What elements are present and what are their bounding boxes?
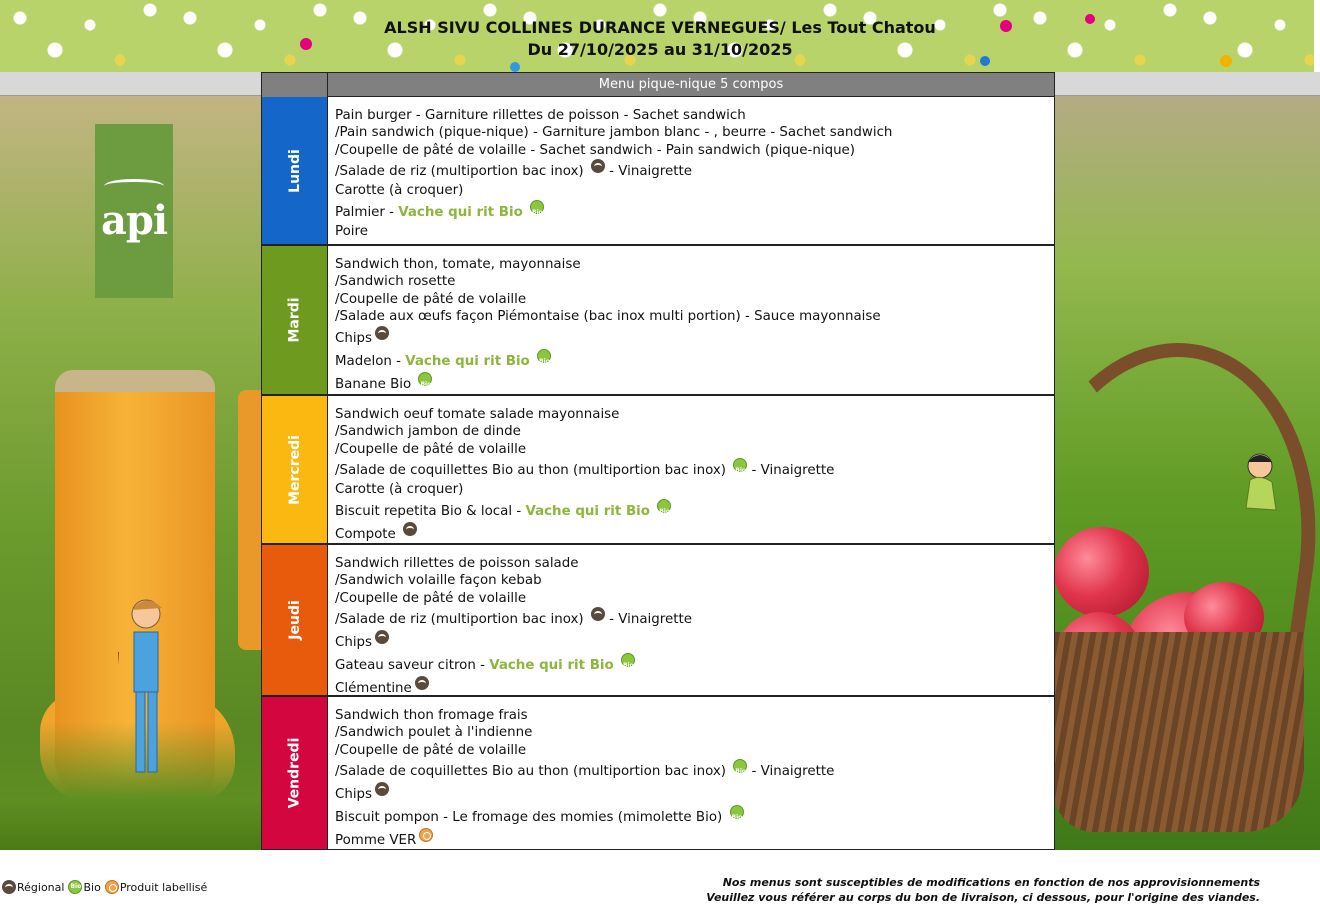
menu-text: /Sandwich jambon de dinde <box>335 424 521 440</box>
regional-icon <box>375 326 389 340</box>
menu-text: Pain burger - Garniture rillettes de poisson - Sachet sandwich <box>335 108 746 123</box>
day-label <box>262 697 328 849</box>
menu-text: Chips <box>335 787 373 803</box>
bio-icon <box>530 200 544 214</box>
menu-item <box>335 828 1048 851</box>
bio-icon <box>68 880 82 894</box>
menu-text: Chips <box>335 635 373 651</box>
menu-item <box>335 182 1048 199</box>
menu-item <box>335 607 1048 630</box>
day-items <box>335 406 1048 545</box>
day-name: Vendredi <box>286 737 303 809</box>
menu-text: /Sandwich rosette <box>335 274 456 290</box>
menu-item <box>335 555 1048 572</box>
menu-text: Pomme VER <box>335 833 417 849</box>
menu-item <box>335 107 1048 124</box>
menu-item <box>335 590 1048 607</box>
bio-icon <box>733 458 747 472</box>
menu-text: /Pain sandwich (pique-nique) - Garniture jambon blanc - , beurre - Sachet sandwich <box>335 125 893 141</box>
right-header-strip <box>1054 72 1320 96</box>
menu-item <box>335 372 1048 395</box>
left-header-strip <box>0 72 261 96</box>
disclaimer-line-1: Nos menus sont susceptibles de modifications en fonction de nos approvisionnements <box>722 876 1260 889</box>
menu-item <box>335 782 1048 805</box>
menu-text: Chips <box>335 330 373 346</box>
menu-text: /Sandwich poulet à l'indienne <box>335 725 533 741</box>
menu-text <box>530 354 534 369</box>
day-label <box>262 246 328 394</box>
menu-item <box>335 676 1048 699</box>
decor-dot <box>510 62 520 72</box>
legend <box>2 880 211 894</box>
disclaimer <box>560 875 1260 905</box>
menu-text: Clémentine <box>335 681 412 697</box>
legend-labellise <box>105 880 207 894</box>
menu-text: /Coupelle de pâté de volaille <box>335 742 527 758</box>
menu-item <box>335 724 1048 741</box>
menu-item <box>335 142 1048 159</box>
legend-bio <box>68 880 100 894</box>
bio-icon <box>621 653 635 667</box>
bio-icon <box>418 372 432 386</box>
bio-icon <box>733 759 747 773</box>
menu-text: - Vinaigrette <box>747 764 835 780</box>
menu-text: Carotte (à croquer) <box>335 482 464 498</box>
day-row-mardi <box>262 246 1054 396</box>
right-photo-panel <box>1054 72 1320 850</box>
regional-icon <box>591 159 605 173</box>
menu-text: /Salade de coquillettes Bio au thon (multiportion bac inox) <box>335 764 731 780</box>
menu-table <box>261 72 1055 850</box>
menu-text: Compote <box>335 526 401 542</box>
label-icon <box>419 828 433 842</box>
menu-item <box>335 406 1048 423</box>
menu-text <box>650 504 654 519</box>
menu-item <box>335 291 1048 308</box>
menu-item <box>335 630 1048 653</box>
menu-item <box>335 326 1048 349</box>
day-items <box>335 107 1048 240</box>
day-row-vendredi <box>262 697 1054 849</box>
menu-item <box>335 522 1048 545</box>
menu-item <box>335 349 1048 372</box>
menu-item <box>335 124 1048 141</box>
regional-icon <box>375 782 389 796</box>
regional-icon <box>591 607 605 621</box>
day-items <box>335 256 1048 395</box>
day-label <box>262 545 328 695</box>
day-row-jeudi <box>262 545 1054 697</box>
boot-image <box>55 370 215 392</box>
menu-text: /Coupelle de pâté de volaille - Sachet sandwich - Pain sandwich (pique-nique) <box>335 142 856 158</box>
legend-bio-label: Bio <box>83 880 101 894</box>
bio-icon <box>657 499 671 513</box>
day-name: Jeudi <box>286 600 303 640</box>
menu-text: /Coupelle de pâté de volaille <box>335 291 527 307</box>
menu-item <box>335 805 1048 828</box>
label-icon <box>105 880 119 894</box>
menu-header-row <box>262 73 1054 97</box>
legend-labellise-label: Produit labellisé <box>119 880 208 894</box>
day-name: Mardi <box>286 297 303 343</box>
menu-text: Sandwich thon fromage frais <box>335 708 528 723</box>
highlighted-product: Vache qui rit Bio <box>405 353 530 369</box>
menu-item <box>335 308 1048 325</box>
gardener-illustration <box>118 592 178 792</box>
highlighted-product: Vache qui rit Bio <box>489 658 614 674</box>
menu-text: Sandwich oeuf tomate salade mayonnaise <box>335 407 620 422</box>
menu-text: Banane Bio <box>335 376 416 392</box>
menu-item <box>335 759 1048 782</box>
menu-text <box>523 205 527 220</box>
menu-text: Madelon - <box>335 353 406 369</box>
basket-image <box>1054 632 1304 832</box>
menu-text: - Vinaigrette <box>604 164 692 180</box>
day-items <box>335 555 1048 699</box>
menu-item <box>335 458 1048 481</box>
menu-item <box>335 481 1048 498</box>
menu-text: Biscuit repetita Bio & local - <box>335 503 526 519</box>
regional-icon <box>415 676 429 690</box>
disclaimer-line-2: Veuillez vous référer au corps du bon de livraison, ci dessous, pour l'origine des viandes. <box>706 891 1260 904</box>
highlighted-product: Vache qui rit Bio <box>525 503 650 519</box>
menu-header-corner <box>262 73 328 97</box>
regional-icon <box>2 880 16 894</box>
menu-text: Palmier - <box>335 204 399 220</box>
day-label <box>262 97 328 244</box>
date-range: Du 27/10/2025 au 31/10/2025 <box>527 40 793 59</box>
regional-icon <box>375 630 389 644</box>
menu-text: /Salade de coquillettes Bio au thon (multiportion bac inox) <box>335 463 731 479</box>
api-logo <box>95 124 173 298</box>
day-items <box>335 707 1048 851</box>
climbing-child-illustration <box>1236 450 1284 522</box>
day-name: Lundi <box>286 148 303 193</box>
legend-regional <box>2 880 64 894</box>
menu-text: - Vinaigrette <box>747 463 835 479</box>
menu-text: Carotte (à croquer) <box>335 183 464 199</box>
day-name: Mercredi <box>286 434 303 505</box>
menu-item <box>335 572 1048 589</box>
page-title: ALSH SIVU COLLINES DURANCE VERNEGUES/ Les Tout Chatou <box>384 18 936 37</box>
menu-text: /Salade de riz (multiportion bac inox) <box>335 612 588 628</box>
highlighted-product: Vache qui rit Bio <box>398 204 523 220</box>
menu-text: /Salade de riz (multiportion bac inox) <box>335 164 588 180</box>
menu-item <box>335 256 1048 273</box>
regional-icon <box>403 522 417 536</box>
menu-text: Sandwich rillettes de poisson salade <box>335 556 579 571</box>
menu-item <box>335 223 1048 240</box>
day-row-mercredi <box>262 396 1054 545</box>
menu-text: Gateau saveur citron - <box>335 658 490 674</box>
boot-image <box>238 390 261 650</box>
menu-item <box>335 159 1048 182</box>
day-label <box>262 396 328 543</box>
menu-item <box>335 441 1048 458</box>
menu-item <box>335 499 1048 522</box>
menu-item <box>335 200 1048 223</box>
bio-icon <box>537 349 551 363</box>
menu-title: Menu pique-nique 5 compos <box>598 77 784 92</box>
logo-swoosh <box>104 179 164 193</box>
menu-text: /Sandwich volaille façon kebab <box>335 573 542 589</box>
day-row-lundi <box>262 97 1054 246</box>
menu-text: Biscuit pompon - Le fromage des momies (mimolette Bio) <box>335 810 727 826</box>
menu-text: /Coupelle de pâté de volaille <box>335 441 527 457</box>
menu-item <box>335 707 1048 724</box>
menu-item <box>335 653 1048 676</box>
menu-text: Poire <box>335 223 368 239</box>
bio-icon <box>730 805 744 819</box>
logo-text: api <box>100 196 168 244</box>
menu-item <box>335 742 1048 759</box>
menu-text: - Vinaigrette <box>604 612 692 628</box>
menu-text: /Salade aux œufs façon Piémontaise (bac inox multi portion) - Sauce mayonnaise <box>335 309 881 325</box>
menu-text <box>614 658 618 673</box>
menu-item <box>335 273 1048 290</box>
menu-text: /Coupelle de pâté de volaille <box>335 590 527 606</box>
legend-regional-label: Régional <box>17 880 65 894</box>
menu-item <box>335 423 1048 440</box>
left-photo-panel <box>0 72 261 850</box>
menu-text: Sandwich thon, tomate, mayonnaise <box>335 257 581 272</box>
apple-image <box>1054 527 1149 617</box>
